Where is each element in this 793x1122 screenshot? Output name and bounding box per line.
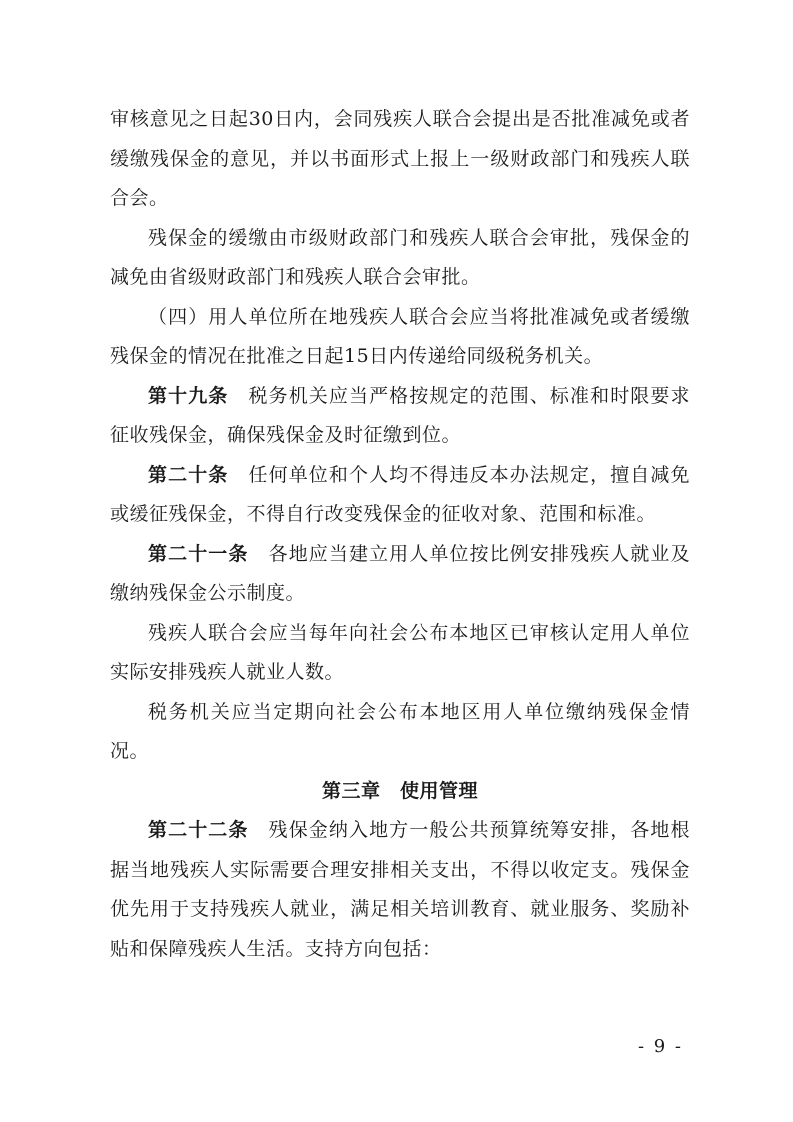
article-heading: 第二十条 bbox=[148, 463, 229, 486]
paragraph-text: （四）用人单位所在地残疾人联合会应当将批准减免或者缓缴残保金的情况在批准之日起15日内传递给同级税务机关。 bbox=[110, 305, 690, 367]
article-22 bbox=[110, 811, 690, 969]
paragraph-text: 残保金的缓缴由市级财政部门和残疾人联合会审批，残保金的减免由省级财政部门和残疾人联合会审批。 bbox=[110, 226, 690, 288]
paragraph bbox=[110, 298, 690, 377]
paragraph-text: 任何单位和个人均不得违反本办法规定，擅自减免或缓征残保金，不得自行改变残保金的征收对象、范围和标准。 bbox=[110, 463, 690, 525]
paragraph bbox=[110, 219, 690, 298]
paragraph-text: 各地应当建立用人单位按比例安排残疾人就业及缴纳残保金公示制度。 bbox=[110, 542, 690, 604]
paragraph-text: 残疾人联合会应当每年向社会公布本地区已审核认定用人单位实际安排残疾人就业人数。 bbox=[110, 621, 690, 683]
paragraph-text: 残保金纳入地方一般公共预算统筹安排，各地根据当地残疾人实际需要合理安排相关支出，不得以收定支。残保金优先用于支持残疾人就业，满足相关培训教育、就业服务、奖励补贴和保障残疾人生活。支持方向包括： bbox=[110, 819, 690, 960]
article-heading: 第二十二条 bbox=[148, 819, 249, 841]
page-number: - 9 - bbox=[637, 1036, 683, 1057]
chapter-title: 第三章 使用管理 bbox=[321, 779, 478, 802]
paragraph-text: 审核意见之日起30日内，会同残疾人联合会提出是否批准减免或者缓缴残保金的意见，并以书面形式上报上一级财政部门和残疾人联合会。 bbox=[110, 108, 690, 209]
paragraph bbox=[110, 614, 690, 693]
article-19 bbox=[110, 377, 690, 456]
article-20 bbox=[110, 456, 690, 535]
paragraph-text: 税务机关应当定期向社会公布本地区用人单位缴纳残保金情况。 bbox=[110, 700, 690, 762]
body-text bbox=[110, 100, 690, 969]
article-21 bbox=[110, 535, 690, 614]
article-heading: 第二十一条 bbox=[148, 542, 249, 565]
paragraph-continued bbox=[110, 100, 690, 219]
paragraph-text: 税务机关应当严格按规定的范围、标准和时限要求征收残保金，确保残保金及时征缴到位。 bbox=[110, 384, 690, 446]
paragraph bbox=[110, 693, 690, 772]
article-heading: 第十九条 bbox=[148, 384, 229, 407]
